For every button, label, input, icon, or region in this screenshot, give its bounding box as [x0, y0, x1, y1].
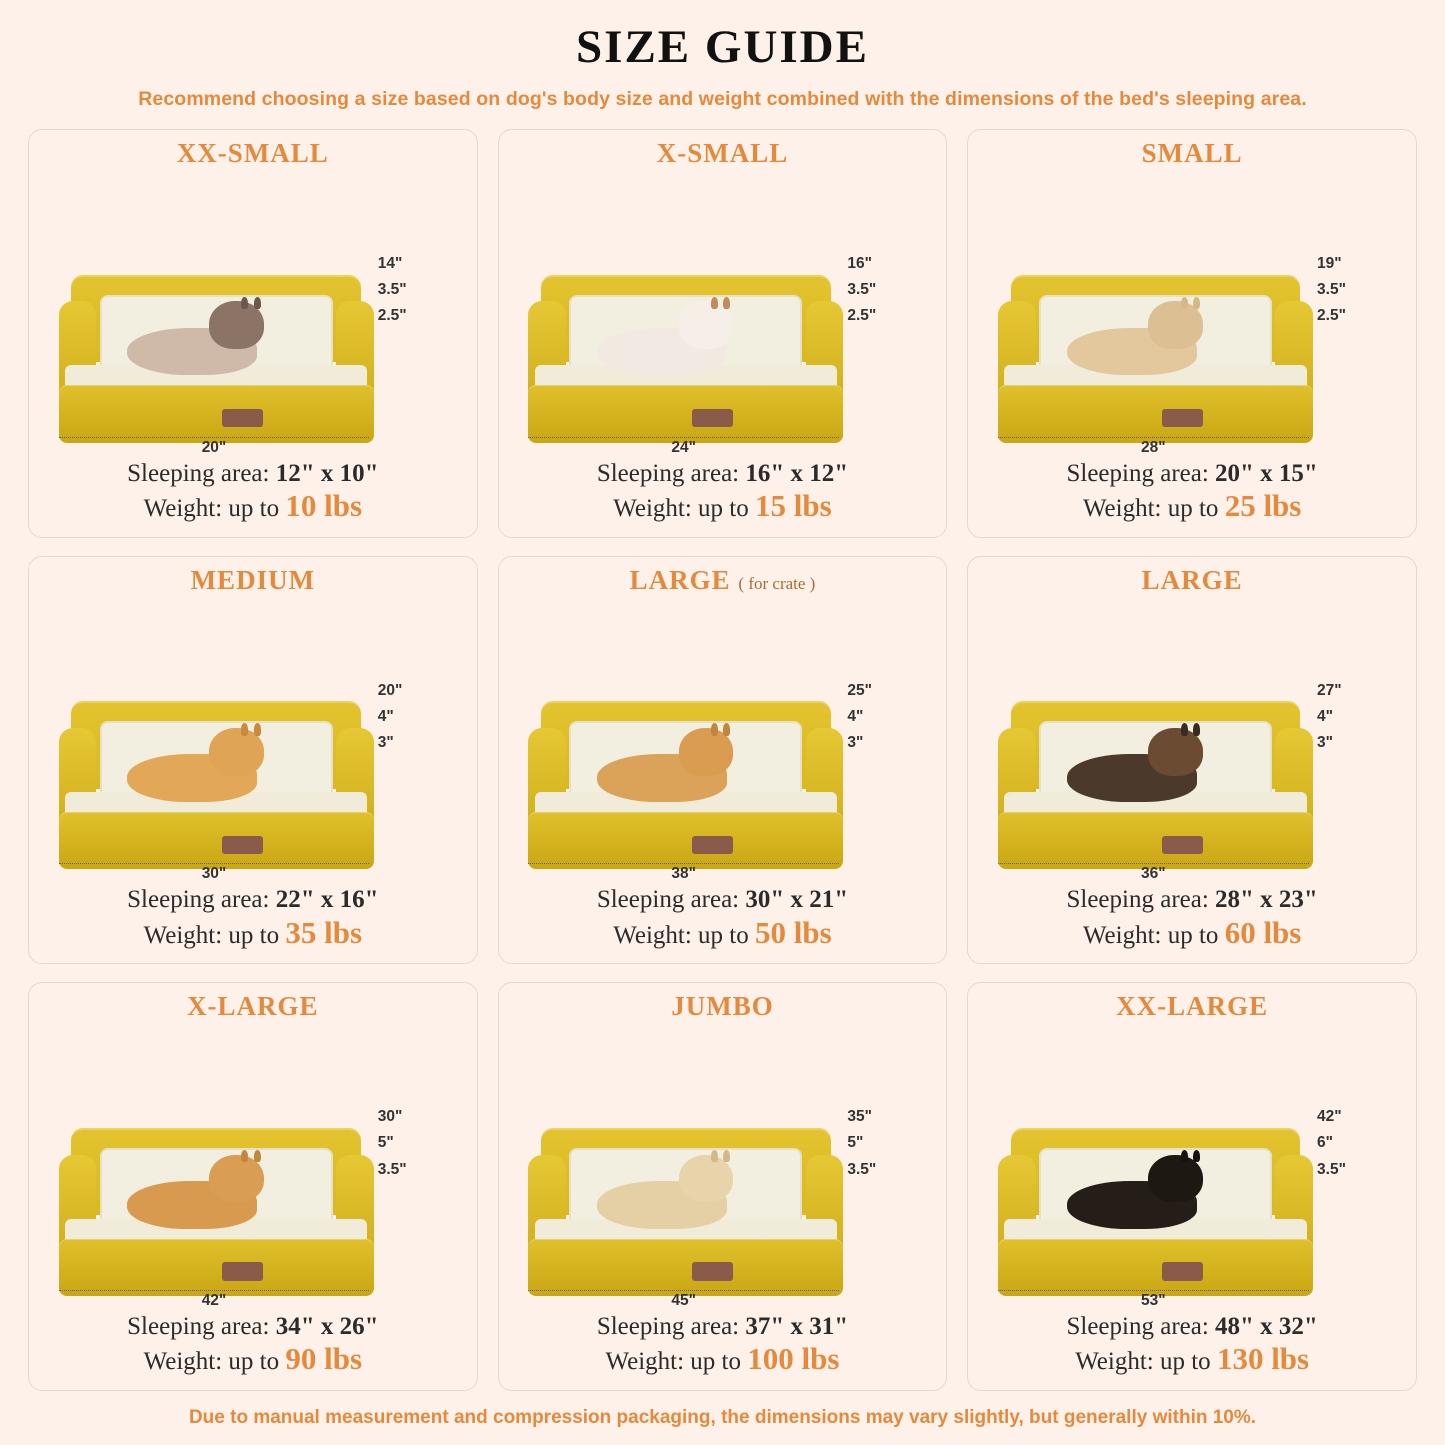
size-specs: [507, 885, 939, 955]
dimension-callouts: [1313, 256, 1399, 325]
size-card-title: [187, 993, 319, 1020]
brand-tag: [692, 836, 733, 854]
dog-ear-left: [711, 1150, 718, 1162]
size-specs: [37, 1312, 469, 1382]
dimension-bolster: 3.5": [847, 281, 877, 299]
sleeping-area-value: 28" x 23": [1215, 886, 1318, 914]
dimension-callouts: [1313, 683, 1399, 752]
weight-label: Weight: up to: [613, 495, 756, 523]
dog-ear-left: [241, 723, 248, 735]
size-card-title: [177, 140, 329, 167]
dog-head: [679, 301, 733, 349]
dimension-bolster: 4": [1317, 707, 1334, 725]
dog-ear-right: [254, 723, 261, 735]
size-name: JUMBO: [671, 991, 774, 1022]
dimension-height: 27": [1317, 681, 1342, 699]
sleeping-area-label: Sleeping area:: [1066, 459, 1216, 487]
dimension-base: 3": [1317, 734, 1334, 752]
dog-shih-tzu-illustration: [585, 298, 736, 375]
dog-head: [209, 301, 263, 349]
dimension-width: 20": [59, 437, 370, 457]
dog-bed-graphic: [528, 701, 843, 869]
size-card-grid: [28, 129, 1417, 1391]
weight-label: Weight: up to: [613, 921, 756, 949]
size-card: [967, 556, 1417, 965]
size-card: [498, 556, 948, 965]
dog-labrador-illustration: [585, 1151, 736, 1228]
size-card: [28, 556, 478, 965]
dimension-height: 20": [377, 681, 403, 699]
sleeping-area-value: 22" x 16": [275, 886, 379, 914]
dimension-callouts: [374, 1109, 460, 1178]
dog-head: [679, 1155, 733, 1203]
sleeping-area-value: 34" x 26": [275, 1312, 379, 1340]
page-title: SIZE GUIDE: [576, 21, 869, 73]
weight-label: Weight: up to: [143, 921, 286, 949]
size-name: X-SMALL: [656, 138, 789, 168]
dimension-height: 19": [1317, 254, 1342, 272]
bed-illustration: [976, 169, 1408, 459]
dimension-bolster: 4": [847, 707, 864, 725]
dimension-bolster: 4": [377, 707, 394, 725]
dimension-bolster: 3.5": [377, 281, 407, 299]
size-card-title: [671, 993, 774, 1020]
size-card: [967, 129, 1417, 538]
size-name: XX-SMALL: [176, 138, 329, 168]
dog-ragdoll-cat-illustration: [115, 298, 266, 375]
sleeping-area-value: 20" x 15": [1215, 459, 1318, 487]
sleeping-area-line: [976, 459, 1408, 489]
sleeping-area-label: Sleeping area:: [1066, 886, 1216, 914]
weight-line: [37, 488, 469, 525]
dimension-bolster: 5": [377, 1134, 394, 1152]
size-card-title: [1141, 564, 1243, 595]
sleeping-area-label: Sleeping area:: [127, 459, 276, 487]
weight-label: Weight: up to: [605, 1348, 748, 1376]
size-name: LARGE: [1141, 564, 1243, 595]
weight-line: [976, 488, 1408, 525]
sleeping-area-line: [976, 885, 1408, 915]
sleeping-area-line: [507, 885, 939, 915]
dimension-width: 45": [528, 1290, 839, 1310]
dimension-base: 3.5": [1317, 1160, 1346, 1178]
dimension-base: 2.5": [847, 307, 877, 325]
dog-ear-right: [723, 297, 730, 309]
dog-ear-left: [1181, 723, 1188, 735]
bed-illustration: [507, 596, 939, 886]
dog-ear-right: [254, 297, 261, 309]
dog-corgi-illustration: [115, 725, 266, 802]
bed-base: [528, 812, 843, 869]
dimension-bolster: 3.5": [1317, 281, 1346, 299]
dog-ear-left: [711, 723, 718, 735]
sleeping-area-value: 37" x 31": [745, 1312, 849, 1340]
dimension-height: 30": [377, 1108, 403, 1126]
brand-tag: [1162, 409, 1203, 427]
sleeping-area-value: 30" x 21": [745, 886, 849, 914]
weight-value: 10 lbs: [285, 488, 363, 524]
dog-head: [679, 728, 733, 776]
sleeping-area-label: Sleeping area:: [127, 1312, 276, 1340]
weight-value: 15 lbs: [755, 488, 832, 524]
weight-value: 50 lbs: [755, 914, 832, 950]
size-card-title: [629, 564, 816, 595]
weight-value: 35 lbs: [285, 914, 363, 950]
dog-head: [209, 1155, 263, 1203]
sleeping-area-value: 48" x 32": [1215, 1312, 1318, 1340]
size-note: ( for crate ): [738, 573, 816, 593]
size-card-title: [657, 140, 789, 167]
sleeping-area-label: Sleeping area:: [596, 1312, 746, 1340]
dog-french-bulldog-illustration: [1055, 298, 1206, 375]
dimension-width: 30": [59, 863, 370, 883]
sleeping-area-line: [37, 1312, 469, 1342]
dimension-width: 28": [998, 437, 1309, 457]
dimension-callouts: [843, 256, 929, 325]
footer-note: Due to manual measurement and compression packaging, the dimensions may vary slightly, but generally within 10%.: [188, 1407, 1257, 1428]
weight-label: Weight: up to: [143, 1348, 286, 1376]
sleeping-area-label: Sleeping area:: [1066, 1312, 1216, 1340]
dimension-callouts: [1313, 1109, 1399, 1178]
brand-tag: [222, 1262, 263, 1280]
bed-illustration: [507, 169, 939, 459]
size-card-title: [1116, 993, 1268, 1020]
dog-bed-graphic: [998, 701, 1313, 869]
sleeping-area-value: 12" x 10": [275, 459, 379, 487]
size-specs: [976, 459, 1408, 529]
size-specs: [37, 459, 469, 529]
dog-ear-right: [723, 723, 730, 735]
size-card: [967, 982, 1417, 1391]
weight-line: [976, 915, 1408, 952]
dog-bed-graphic: [998, 1128, 1313, 1296]
size-card: [498, 129, 948, 538]
dog-australian-shepherd-illustration: [1055, 725, 1206, 802]
weight-line: [507, 915, 939, 952]
dimension-width: 38": [528, 863, 839, 883]
weight-label: Weight: up to: [143, 495, 286, 523]
brand-tag: [222, 409, 263, 427]
bed-illustration: [976, 1022, 1408, 1312]
page-subtitle: Recommend choosing a size based on dog's body size and weight combined with the dimensions of the bed's sleeping area.: [138, 88, 1307, 110]
dimension-callouts: [374, 683, 460, 752]
dimension-base: 3.5": [377, 1160, 407, 1178]
bed-base: [59, 812, 374, 869]
dimension-width: 36": [998, 863, 1309, 883]
dog-head: [1148, 728, 1202, 776]
bed-illustration: [37, 1022, 469, 1312]
dimension-bolster: 6": [1317, 1134, 1334, 1152]
sleeping-area-label: Sleeping area:: [596, 886, 746, 914]
brand-tag: [692, 409, 733, 427]
brand-tag: [1162, 836, 1203, 854]
dog-shiba-inu-illustration: [585, 725, 736, 802]
bed-base: [998, 812, 1313, 869]
dimension-height: 25": [847, 681, 872, 699]
brand-tag: [692, 1262, 733, 1280]
sleeping-area-label: Sleeping area:: [127, 886, 276, 914]
dimension-base: 2.5": [1317, 307, 1346, 325]
dimension-base: 3.5": [847, 1160, 877, 1178]
dog-ear-right: [254, 1150, 261, 1162]
bed-illustration: [507, 1022, 939, 1312]
sleeping-area-value: 16" x 12": [745, 459, 849, 487]
weight-label: Weight: up to: [1082, 921, 1225, 949]
size-card: [28, 129, 478, 538]
size-name: XX-LARGE: [1116, 991, 1269, 1022]
size-specs: [507, 1312, 939, 1382]
dimension-base: 3": [377, 734, 394, 752]
dimension-height: 16": [847, 254, 872, 272]
weight-line: [37, 915, 469, 952]
weight-value: 90 lbs: [285, 1341, 363, 1377]
dog-ear-right: [1193, 1150, 1200, 1162]
dog-head: [209, 728, 263, 776]
dog-bed-graphic: [528, 275, 843, 443]
dog-ear-left: [711, 297, 718, 309]
dimension-width: 42": [59, 1290, 370, 1310]
dog-head: [1148, 1155, 1202, 1203]
weight-value: 130 lbs: [1216, 1341, 1310, 1377]
size-card: [28, 982, 478, 1391]
dog-golden-retriever-illustration: [115, 1151, 266, 1228]
dimension-width: 24": [528, 437, 839, 457]
dimension-height: 42": [1317, 1108, 1342, 1126]
bed-base: [528, 1239, 843, 1296]
dog-bed-graphic: [998, 275, 1313, 443]
weight-value: 100 lbs: [747, 1341, 840, 1377]
size-name: MEDIUM: [190, 564, 316, 595]
sleeping-area-line: [507, 1312, 939, 1342]
dimension-callouts: [374, 256, 460, 325]
dog-ear-left: [1181, 1150, 1188, 1162]
bed-illustration: [976, 596, 1408, 886]
dimension-base: 2.5": [377, 307, 407, 325]
weight-value: 25 lbs: [1224, 488, 1302, 524]
weight-line: [37, 1341, 469, 1378]
weight-line: [507, 488, 939, 525]
size-name: LARGE: [629, 564, 731, 595]
dimension-height: 14": [377, 254, 403, 272]
size-specs: [976, 885, 1408, 955]
sleeping-area-line: [37, 459, 469, 489]
bed-base: [59, 385, 374, 442]
dog-bed-graphic: [59, 1128, 374, 1296]
weight-line: [507, 1341, 939, 1378]
size-card-title: [190, 564, 316, 595]
dog-ear-left: [1181, 297, 1188, 309]
dimension-bolster: 5": [847, 1134, 864, 1152]
weight-label: Weight: up to: [1082, 495, 1225, 523]
size-card-title: [1142, 140, 1243, 167]
dog-bed-graphic: [59, 701, 374, 869]
dog-bed-graphic: [528, 1128, 843, 1296]
dog-ear-right: [1193, 297, 1200, 309]
dog-rottweiler-illustration: [1055, 1151, 1206, 1228]
dog-head: [1148, 301, 1202, 349]
size-specs: [976, 1312, 1408, 1382]
dimension-callouts: [843, 683, 929, 752]
dog-ear-left: [241, 297, 248, 309]
size-name: SMALL: [1141, 138, 1243, 168]
sleeping-area-line: [976, 1312, 1408, 1342]
dimension-width: 53": [998, 1290, 1309, 1310]
dimension-height: 35": [847, 1108, 872, 1126]
dog-bed-graphic: [59, 275, 374, 443]
sleeping-area-line: [507, 459, 939, 489]
size-name: X-LARGE: [187, 991, 319, 1022]
sleeping-area-line: [37, 885, 469, 915]
size-specs: [507, 459, 939, 529]
size-card: [498, 982, 948, 1391]
dog-ear-right: [1193, 723, 1200, 735]
dimension-base: 3": [847, 734, 864, 752]
dimension-callouts: [843, 1109, 929, 1178]
bed-base: [998, 385, 1313, 442]
bed-base: [528, 385, 843, 442]
bed-base: [998, 1239, 1313, 1296]
size-specs: [37, 885, 469, 955]
bed-base: [59, 1239, 374, 1296]
brand-tag: [222, 836, 263, 854]
sleeping-area-label: Sleeping area:: [596, 459, 746, 487]
dog-ear-right: [723, 1150, 730, 1162]
weight-label: Weight: up to: [1075, 1348, 1217, 1376]
weight-value: 60 lbs: [1224, 914, 1302, 950]
brand-tag: [1162, 1262, 1203, 1280]
bed-illustration: [37, 169, 469, 459]
dog-ear-left: [241, 1150, 248, 1162]
bed-illustration: [37, 596, 469, 886]
weight-line: [976, 1341, 1408, 1378]
